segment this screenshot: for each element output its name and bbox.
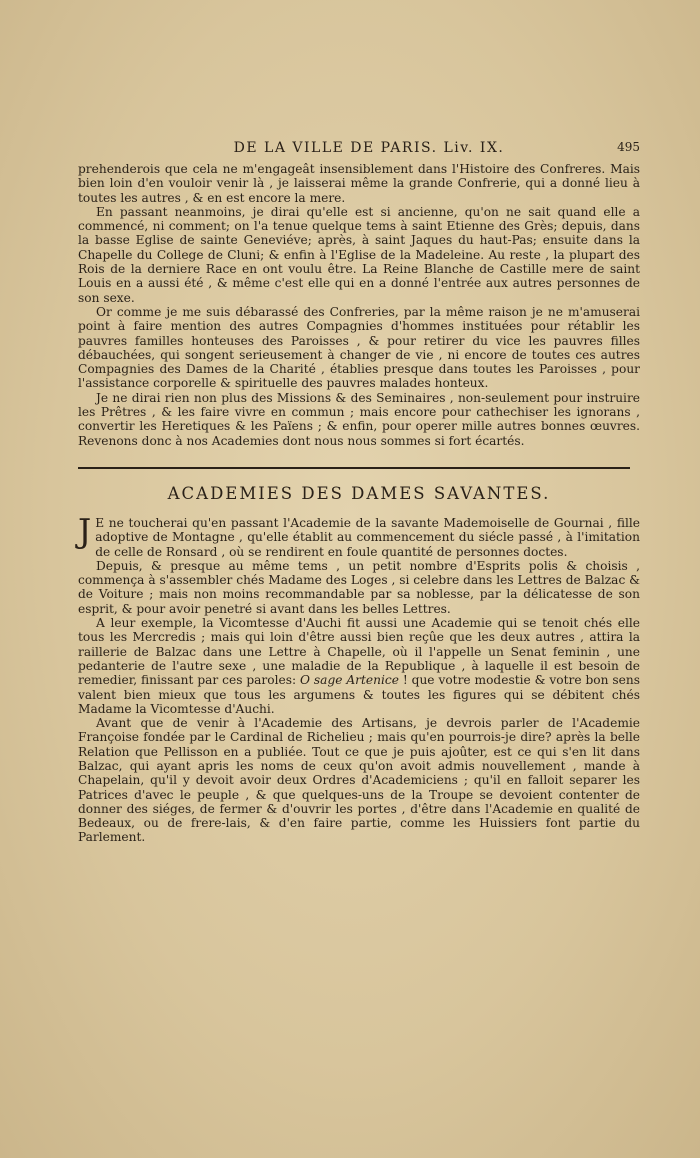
paragraph-text: A leur exemple, la Vicomtesse d'Auchi fit aussi une Academie qui se tenoit chés elle tous les Mercredis ; mais qui loin d'être aussi bien reçûe que les deux autres , attira la raillerie de Balzac dans une Lettre à Chapelle, où il l'appelle un Senat feminin , une pedanterie de l'autre sexe , une maladie de la Republique , à laquelle il est besoin de remedier, finissant par ces paroles: (78, 616, 640, 688)
page-number: 495 (617, 140, 640, 154)
running-head (78, 140, 640, 162)
running-title: DE LA VILLE DE PARIS. Liv. IX. (233, 140, 505, 156)
paragraph (78, 616, 640, 716)
drop-cap: J (78, 510, 92, 550)
paragraph: Depuis, & presque au même tems , un petit nombre d'Esprits polis & choisis , commença à s'assembler chés Madame des Loges , si celebre dans les Lettres de Balzac & de Voiture ; mais non moins recommandable par sa noblesse, par la délicatesse de son esprit, & pour avoir penetré si avant dans les belles Lettres. (78, 558, 640, 616)
paragraph: prehenderois que cela ne m'engageât insensiblement dans l'Histoire des Confreres. Mais bien loin d'en vouloir venir là , je laisserai même la grande Confrerie, qui a donné lieu à toutes les autres , & en est encore la mere. (78, 162, 640, 205)
paragraph: Avant que de venir à l'Academie des Artisans, je devrois parler de l'Academie Françoise fondée par le Cardinal de Richelieu ; mais qu'en pourrois-je dire? après la belle Relation que Pellisson en a publiée. Tout ce que je puis ajoûter, est ce qui s'en lit dans Balzac, qui ayant apris les noms de ceux qu'on avoit admis nouvellement , mande à Chapelain, qu'il y devoit avoir deux Ordres d'Academiciens ; qu'il en falloit separer les Patrices d'avec le peuple , & que quelques-uns de la Troupe se devoient contenter de donner des siéges, de fermer & d'ouvrir les portes , d'être dans l'Academie en qualité de Bedeaux, ou de frere-lais, & d'en faire partie, comme les Huissiers font partie du Parlement. (78, 716, 640, 845)
paragraph-text: E ne toucherai qu'en passant l'Academie de la savante Mademoiselle de Gournai , fille adoptive de Montagne , qu'elle établit au commencement du siécle passé , à l'imitation de celle de Ronsard , où se rendirent en foule quantité de personnes doctes. (95, 515, 640, 559)
italic-quote: O sage Artenice (300, 673, 399, 688)
paragraph-text: ! que votre modestie & votre bon sens valent bien mieux que tous les argumens & toutes les figures qui se débitent chés Madame la Vicomtesse d'Auchi. (78, 673, 640, 716)
section-title: ACADEMIES DES DAMES SAVANTES. (167, 483, 551, 503)
paragraph: En passant neanmoins, je dirai qu'elle est si ancienne, qu'on ne sait quand elle a commencé, ni comment; on l'a tenue quelque tems à saint Etienne des Grès; depuis, dans la basse Eglise de sainte Geneviéve; après, à saint Jaques du haut-Pas; ensuite dans la Chapelle du College de Cluni; & enfin à l'Eglise de la Madeleine. Au reste , la plupart des Rois de la derniere Race en ont voulu être. La Reine Blanche de Castille mere de saint Louis en a aussi été , & même c'est elle qui en a donné l'entrée aux autres personnes de son sexe. (78, 204, 640, 305)
paragraph (78, 510, 640, 559)
section-divider (78, 467, 630, 469)
paragraph: Or comme je me suis débarassé des Confreries, par la même raison je ne m'amuserai point à faire mention des autres Compagnies d'hommes instituées pour rétablir les pauvres familles honteuses des Paroisses , & pour retirer du vice les pauvres filles débauchées, qui songent serieusement à changer de vie , ni encore de toutes ces autres Compagnies des Dames de la Charité , établies presque dans toutes les Paroisses , pour l'assistance corporelle & spirituelle des pauvres malades honteux. (78, 304, 640, 391)
book-page (78, 140, 640, 845)
paragraph: Je ne dirai rien non plus des Missions & des Seminaires , non-seulement pour instruire les Prêtres , & les faire vivre en commun ; mais encore pour cathechiser les ignorans , convertir les Heretiques & les Païens ; & enfin, pour operer mille autres bonnes œuvres. Revenons donc à nos Academies dont nous nous sommes si fort écartés. (78, 390, 640, 448)
